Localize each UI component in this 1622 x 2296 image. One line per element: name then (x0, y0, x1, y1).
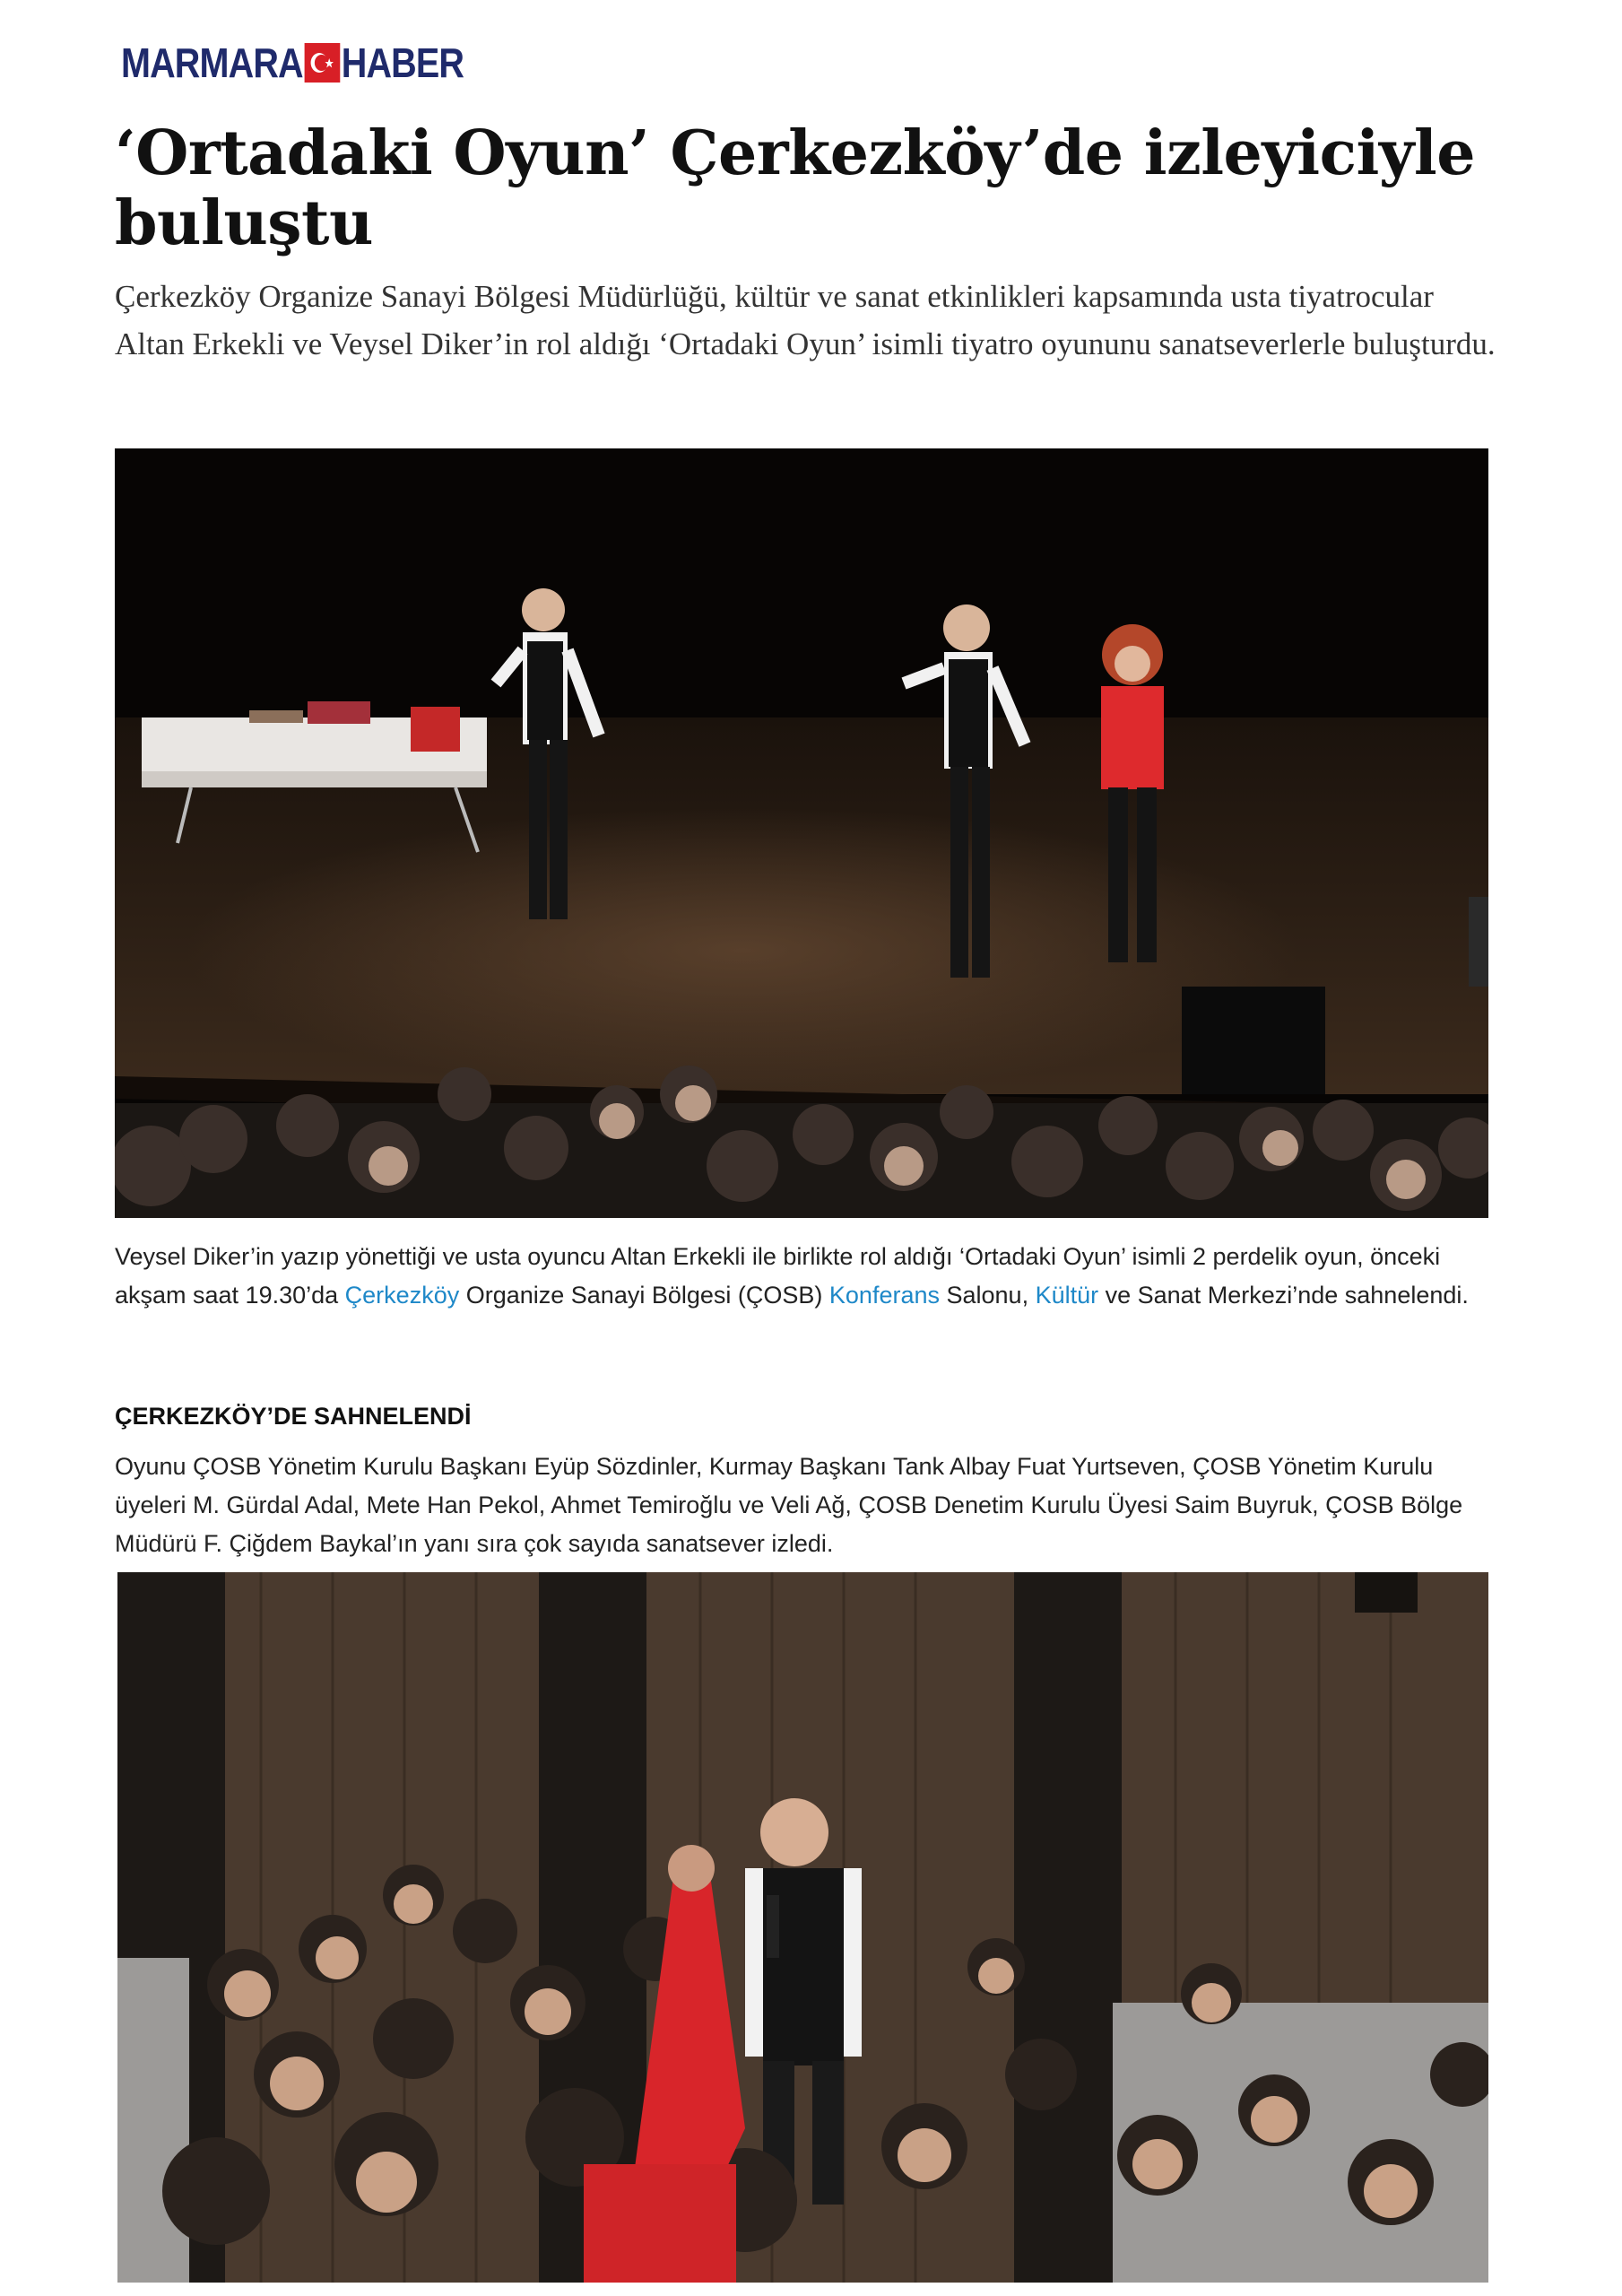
paragraph-1-text-a: Veysel Diker’in yazıp yönettiği ve usta oyuncu Altan Erkekli ile birlikte rol aldığı ‘Ortadaki Oyun’ isimli 2 perdelik oyun, önceki akşam saat 19.30’da (115, 1243, 1441, 1309)
logo-text-left: MARMARA (121, 39, 303, 86)
article-paragraph-1 (115, 1238, 1496, 1315)
konferans-tag-link[interactable]: Konferans (828, 1282, 940, 1309)
paragraph-1-text-d: ve Sanat Merkezi’nde sahnelendi. (1098, 1282, 1469, 1309)
article-lead: Çerkezköy Organize Sanayi Bölgesi Müdürlüğü, kültür ve sanat etkinlikleri kapsamında usta tiyatrocular Altan Erkekli ve Veysel Diker’in rol aldığı ‘Ortadaki Oyun’ isimli tiyatro oyununu sanatseverlerle buluşturdu. (115, 279, 1496, 361)
logo-text-right: HABER (341, 39, 464, 86)
stage-performance-photo (115, 448, 1488, 1218)
site-logo[interactable] (121, 39, 464, 86)
paragraph-1-text-b: Organize Sanayi Bölgesi (ÇOSB) (459, 1282, 829, 1309)
article-title: ‘Ortadaki Oyun’ Çerkezköy’de izleyiciyle buluştu (115, 117, 1475, 259)
audience-interaction-photo (117, 1572, 1488, 2283)
article-paragraph-2: Oyunu ÇOSB Yönetim Kurulu Başkanı Eyüp Sözdinler, Kurmay Başkanı Tank Albay Fuat Yurtseven, ÇOSB Yönetim Kurulu üyeleri M. Gürdal Adal, Mete Han Pekol, Ahmet Temiroğlu ve Veli Ağ, ÇOSB Denetim Kurulu Üyesi Saim Buyruk, ÇOSB Bölge Müdürü F. Çiğdem Baykal’ın yanı sıra çok sayıda sanatsever izledi. (115, 1453, 1463, 1557)
article-subheading: ÇERKEZKÖY’DE SAHNELENDİ (115, 1403, 472, 1430)
turkish-flag-icon (304, 43, 340, 83)
kultur-tag-link[interactable]: Kültür (1035, 1282, 1099, 1309)
paragraph-1-text-c: Salonu, (940, 1282, 1036, 1309)
cerkezkoy-tag-link[interactable]: Çerkezköy (344, 1282, 460, 1309)
